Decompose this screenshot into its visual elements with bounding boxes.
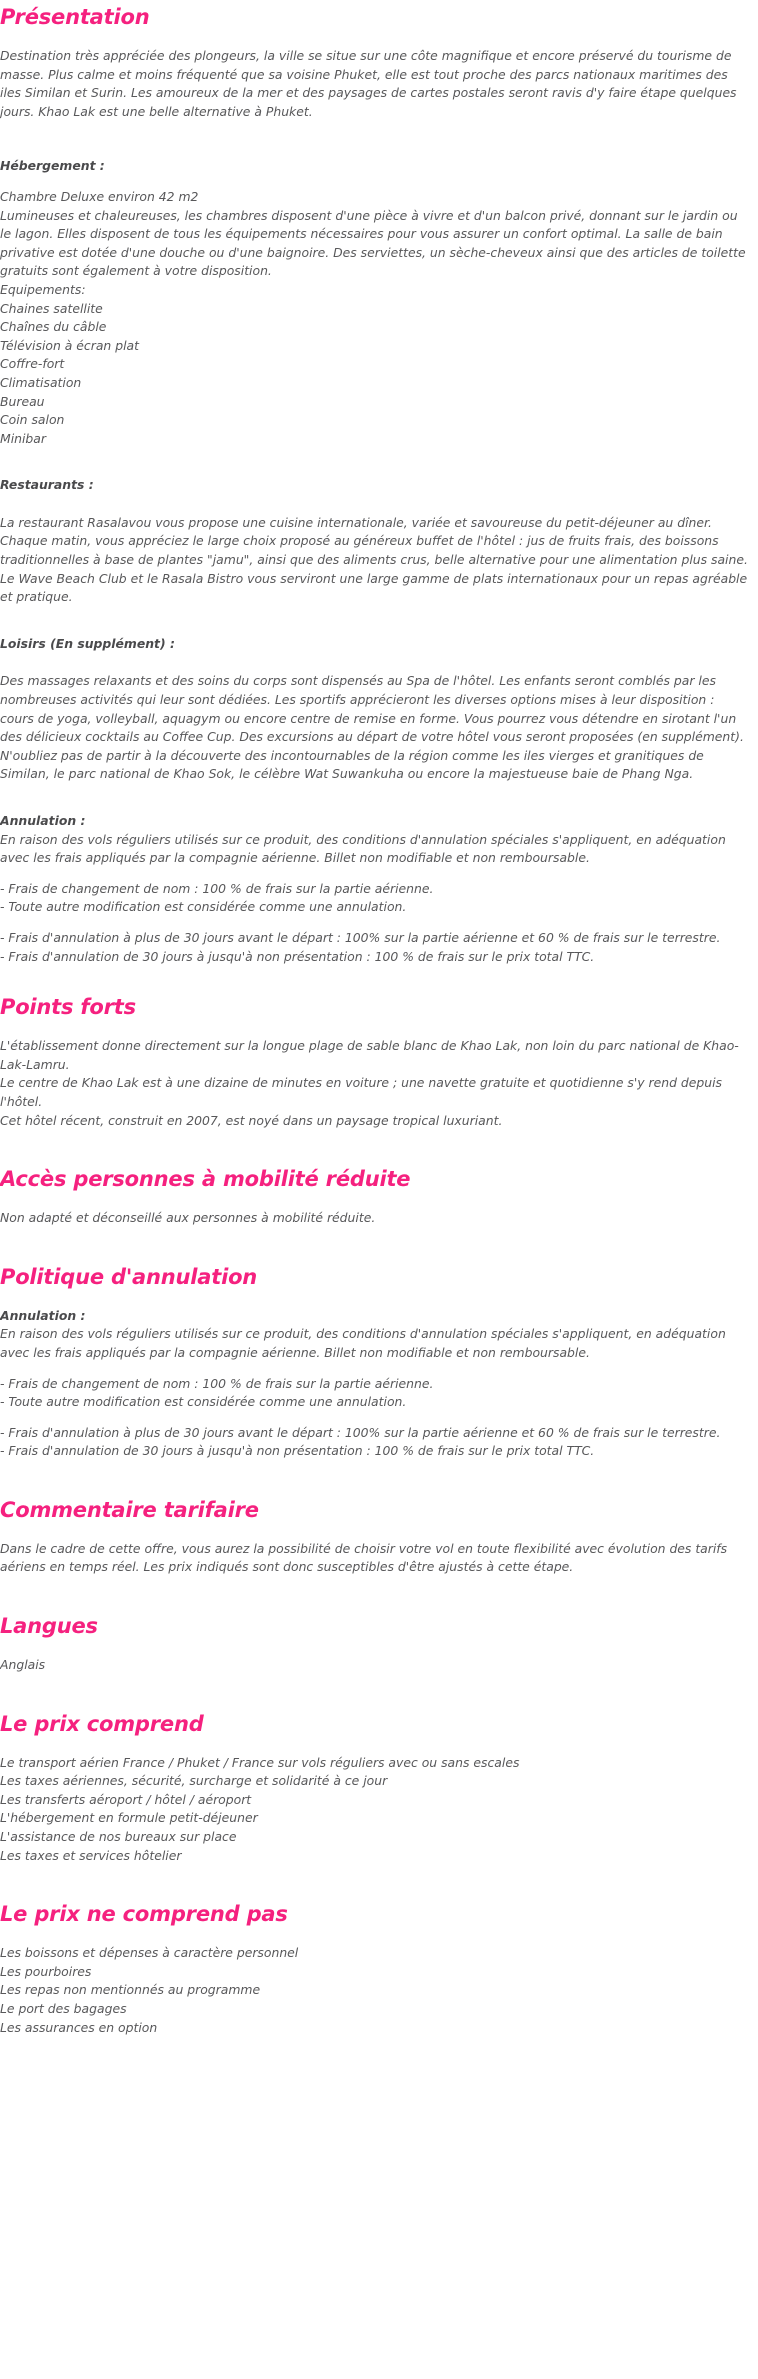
spacer (0, 966, 750, 994)
presentation-paragraph: Destination très appréciée des plongeurs, la ville se situe sur une côte magnifique et encore préservé du tourisme de masse. Plus calme et moins fréquenté que sa voisine Phuket, elle est tout proche des parcs nationaux maritimes des iles Similan et Surin. Les amoureux de la mer et des paysages de cartes postales seront ravis d'y faire étape quelques jours. Khao Lak est une belle alternative à Phuket. (0, 48, 737, 119)
list-item: Les taxes et services hôtelier (0, 1847, 182, 1863)
spacer (0, 1192, 750, 1209)
section-presentation (0, 4, 750, 966)
spacer (0, 1675, 750, 1711)
list-item: Les pourboires (0, 1963, 92, 1979)
spacer (0, 1130, 750, 1166)
annulation-line: - Frais de changement de nom : 100 % de frais sur la partie aérienne. (0, 880, 434, 896)
list-item: Coffre-fort (0, 356, 65, 372)
heading-langues: Langues (0, 1614, 98, 1639)
annulation-intro-presentation: En raison des vols réguliers utilisés sur ce produit, des conditions d'annulation spéciales s'appliquent, en adéquation avec les frais appliqués par la compagnie aérienne. Billet non modifiable et non remboursable. (0, 831, 726, 866)
spacer (0, 1927, 750, 1944)
points-forts-line: L'établissement donne directement sur la longue plage de sable blanc de Khao Lak, non loin du parc national de Khao-Lak-Lamru. (0, 1038, 739, 1072)
langues-list (0, 1656, 750, 1675)
points-forts-line: Le centre de Khao Lak est à une dizaine de minutes en voiture ; une navette gratuite et quotidienne s'y rend depuis l'hôtel. (0, 1075, 723, 1109)
spacer (0, 495, 750, 514)
equipements-list (0, 300, 750, 449)
list-item: Les boissons et dépenses à caractère personnel (0, 1945, 299, 1961)
heading-points-forts: Points forts (0, 995, 136, 1020)
spacer (0, 653, 750, 672)
heading-presentation: Présentation (0, 5, 150, 29)
loisirs-paragraph: Des massages relaxants et des soins du corps sont dispensés au Spa de l'hôtel. Les enfants seront comblés par les nombreuses activités qui leur sont dédiées. Les sportifs apprécieront les diverses options mises à leur disposition : cours de yoga, volleyball, aquagym ou encore centre de remise en forme. Vous pourrez vous détendre en sirotant l'un des délicieux cocktails au Coffee Cup. Des excursions au départ de votre hôtel vous seront proposées (en supplément). N'oubliez pas de partir à la découverte des incontournables de la région comme les iles vierges et granitiques de Similan, le parc national de Khao Sok, le célèbre Wat Suwankuha ou encore la majestueuse baie de Phang Nga. (0, 673, 744, 782)
spacer (0, 1020, 750, 1037)
subheading-annulation: Annulation : (0, 1307, 86, 1323)
list-item: Climatisation (0, 374, 82, 390)
list-item: Les repas non mentionnés au programme (0, 1982, 261, 1998)
commentaire-tarifaire-text: Dans le cadre de cette offre, vous aurez la possibilité de choisir votre vol en toute flexibilité avec évolution des tarifs aériens en temps réel. Les prix indiqués sont donc susceptibles d'être ajustés à cette étape. (0, 1540, 728, 1575)
subheading-hebergement: Hébergement : (0, 158, 105, 174)
points-forts-line: Cet hôtel récent, construit en 2007, est noyé dans un paysage tropical luxuriant. (0, 1112, 503, 1128)
section-points-forts (0, 994, 750, 1130)
spacer (0, 1228, 750, 1264)
spacer (0, 1577, 750, 1613)
annulation-line: - Frais d'annulation à plus de 30 jours avant le départ : 100% sur la partie aérienne et 60 % de frais sur le terrestre. (0, 1424, 721, 1440)
section-prix-comprend (0, 1711, 750, 1866)
spacer (0, 1865, 750, 1901)
section-acces-pmr (0, 1166, 750, 1228)
heading-prix-ne-comprend-pas: Le prix ne comprend pas (0, 1902, 288, 1927)
list-item: L'assistance de nos bureaux sur place (0, 1829, 237, 1845)
spacer (0, 868, 750, 880)
spacer (0, 1523, 750, 1540)
equipements-label: Equipements: (0, 281, 86, 297)
annulation-line: - Toute autre modification est considérée comme une annulation. (0, 1394, 407, 1410)
spacer (0, 917, 750, 929)
subheading-annulation-presentation: Annulation : (0, 813, 86, 828)
annulation-intro: En raison des vols réguliers utilisés sur ce produit, des conditions d'annulation spéciales s'appliquent, en adéquation avec les frais appliqués par la compagnie aérienne. Billet non modifiable et non remboursable. (0, 1326, 726, 1360)
room-name: Chambre Deluxe environ 42 m2 (0, 188, 199, 204)
restaurants-paragraph: La restaurant Rasalavou vous propose une cuisine internationale, variée et savoureuse du petit-déjeuner au dîner. Chaque matin, vous appréciez le large choix proposé au généreux buffet de l'hôtel : jus de fruits frais, des boissons traditionnelles à base de plantes "jamu", ainsi que des aliments crus, belle alternative pour une alimentation plus saine. Le Wave Beach Club et le Rasala Bistro vous serviront une large gamme de plats internationaux pour un repas agréable et pratique. (0, 514, 748, 605)
section-prix-ne-comprend-pas (0, 1901, 750, 2037)
prix-comprend-list (0, 1754, 750, 1866)
section-langues (0, 1613, 750, 1675)
list-item: Les taxes aériennes, sécurité, surcharge et solidarité à ce jour (0, 1773, 388, 1789)
list-item: Les transferts aéroport / hôtel / aéroport (0, 1791, 252, 1807)
annulation-line: - Frais de changement de nom : 100 % de frais sur la partie aérienne. (0, 1375, 434, 1391)
annulation-line: - Frais d'annulation à plus de 30 jours avant le départ : 100% sur la partie aérienne et 60 % de frais sur le terrestre. (0, 929, 721, 945)
heading-acces-pmr: Accès personnes à mobilité réduite (0, 1167, 411, 1192)
annulation-line: - Frais d'annulation de 30 jours à jusqu'à non présentation : 100 % de frais sur le prix total TTC. (0, 948, 595, 964)
spacer (0, 1363, 750, 1375)
spacer (0, 1290, 750, 1307)
section-commentaire-tarifaire (0, 1497, 750, 1577)
spacer (0, 1737, 750, 1754)
list-item: Minibar (0, 430, 46, 446)
spacer (0, 176, 750, 188)
list-item: Les assurances en option (0, 2019, 158, 2035)
list-item: Le transport aérien France / Phuket / France sur vols réguliers avec ou sans escales (0, 1754, 520, 1770)
list-item: Chaînes du câble (0, 319, 107, 335)
spacer (0, 121, 750, 157)
spacer (0, 448, 750, 476)
subheading-restaurants: Restaurants : (0, 477, 94, 493)
spacer (0, 30, 750, 47)
list-item: Anglais (0, 1657, 46, 1673)
heading-prix-comprend: Le prix comprend (0, 1711, 204, 1736)
room-description: Lumineuses et chaleureuses, les chambres disposent d'une pièce à vivre et d'un balcon privé, donnant sur le jardin ou le lagon. Elles disposent de tous les équipements nécessaires pour vous assurer un confort optimal. La salle de bain privative est dotée d'une douche ou d'une baignoire. Des serviettes, un sèche-cheveux ainsi que des articles de toilette gratuits sont également à votre disposition. (0, 207, 746, 279)
annulation-line: - Toute autre modification est considérée comme une annulation. (0, 899, 407, 915)
list-item: Télévision à écran plat (0, 337, 139, 353)
acces-pmr-text: Non adapté et déconseillé aux personnes à mobilité réduite. (0, 1210, 376, 1226)
prix-ne-comprend-pas-list (0, 1944, 750, 2037)
section-politique-annulation (0, 1264, 750, 1461)
list-item: L'hébergement en formule petit-déjeuner (0, 1810, 258, 1826)
annulation-line: - Frais d'annulation de 30 jours à jusqu'à non présentation : 100 % de frais sur le prix total TTC. (0, 1443, 595, 1459)
spacer (0, 607, 750, 635)
spacer (0, 1639, 750, 1656)
spacer (0, 784, 750, 812)
spacer (0, 1461, 750, 1497)
spacer (0, 1412, 750, 1424)
heading-politique-annulation: Politique d'annulation (0, 1264, 258, 1289)
subheading-loisirs: Loisirs (En supplément) : (0, 635, 175, 651)
list-item: Chaines satellite (0, 300, 103, 316)
heading-commentaire-tarifaire: Commentaire tarifaire (0, 1497, 259, 1522)
list-item: Bureau (0, 393, 45, 409)
list-item: Coin salon (0, 412, 65, 428)
list-item: Le port des bagages (0, 2001, 127, 2016)
